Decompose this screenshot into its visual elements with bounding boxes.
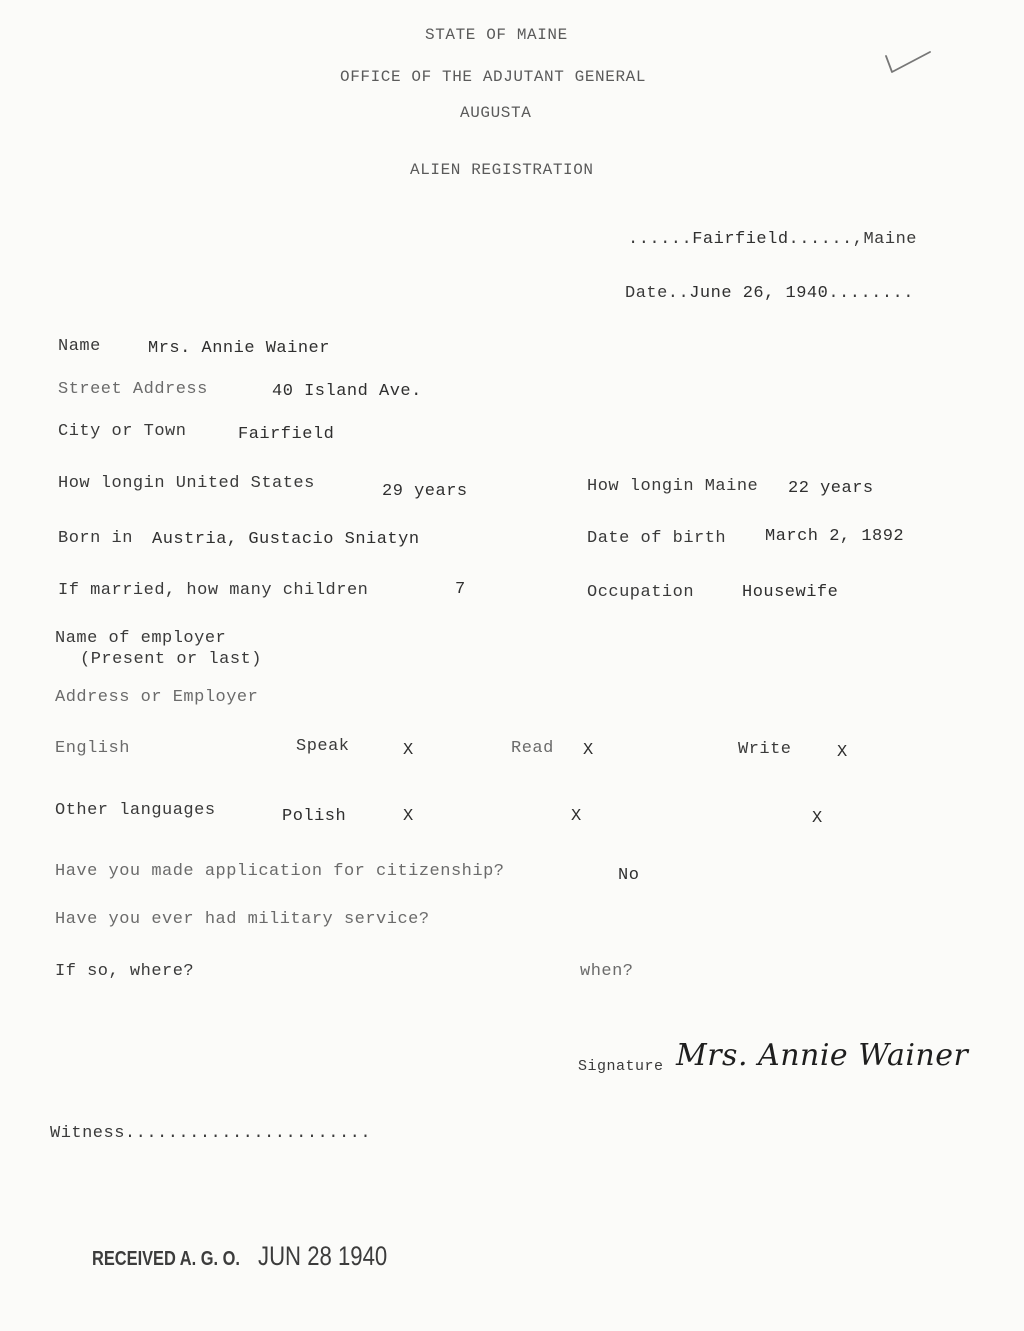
read-label: Read: [511, 739, 554, 758]
maine-time-label: How longin Maine: [587, 477, 759, 496]
write-label: Write: [738, 740, 792, 759]
date-line: Date..June 26, 1940........: [625, 284, 914, 303]
dob-label: Date of birth: [587, 529, 727, 548]
other-write-mark: X: [812, 809, 823, 828]
header-state: STATE OF MAINE: [425, 26, 568, 44]
us-time-label: How longin United States: [58, 474, 315, 493]
citizenship-label: Have you made application for citizenship?: [55, 862, 505, 881]
where-label: If so, where?: [55, 962, 195, 981]
maine-time-value: 22 years: [788, 479, 874, 498]
employer-label: Name of employer: [55, 629, 227, 648]
us-time-value: 29 years: [382, 482, 468, 501]
form-title: ALIEN REGISTRATION: [410, 161, 594, 179]
header-city: AUGUSTA: [460, 104, 532, 122]
military-label: Have you ever had military service?: [55, 910, 430, 929]
when-label: when?: [580, 962, 634, 981]
header-office: OFFICE OF THE ADJUTANT GENERAL: [340, 68, 647, 86]
english-read-mark: X: [583, 741, 594, 760]
occupation-value: Housewife: [742, 583, 839, 602]
signature-label: Signature: [578, 1058, 664, 1075]
children-label: If married, how many children: [58, 581, 369, 600]
city-value: Fairfield: [238, 425, 335, 444]
children-value: 7: [455, 580, 466, 599]
employer-address-label: Address or Employer: [55, 688, 259, 707]
witness-label: Witness: [50, 1124, 125, 1143]
speak-label: Speak: [296, 737, 350, 756]
born-value: Austria, Gustacio Sniatyn: [152, 530, 420, 549]
street-label: Street Address: [58, 380, 208, 399]
location-line: ......Fairfield......,Maine: [628, 230, 917, 249]
signature-handwriting: Mrs. Annie Wainer: [676, 1038, 969, 1073]
other-languages-label: Other languages: [55, 801, 216, 820]
witness-line: Witness.......................: [50, 1124, 372, 1143]
location-town: Fairfield: [692, 230, 789, 249]
other-languages-value: Polish: [282, 807, 347, 826]
other-read-mark: X: [571, 807, 582, 826]
city-label: City or Town: [58, 422, 187, 441]
english-label: English: [55, 739, 130, 758]
citizenship-value: No: [618, 866, 640, 885]
born-label: Born in: [58, 529, 133, 548]
name-value: Mrs. Annie Wainer: [148, 339, 330, 358]
occupation-label: Occupation: [587, 583, 695, 602]
received-stamp-label: RECEIVED A. G. O.: [92, 1248, 240, 1270]
name-label: Name: [58, 337, 101, 356]
employer-sublabel: (Present or last): [80, 650, 262, 669]
street-value: 40 Island Ave.: [272, 382, 422, 401]
received-stamp-date: JUN 28 1940: [258, 1241, 388, 1271]
dob-value: March 2, 1892: [765, 527, 905, 546]
english-write-mark: X: [837, 743, 848, 762]
other-speak-mark: X: [403, 807, 414, 826]
checkmark-icon: [882, 48, 934, 78]
date-value: June 26, 1940: [689, 284, 829, 303]
english-speak-mark: X: [403, 741, 414, 760]
